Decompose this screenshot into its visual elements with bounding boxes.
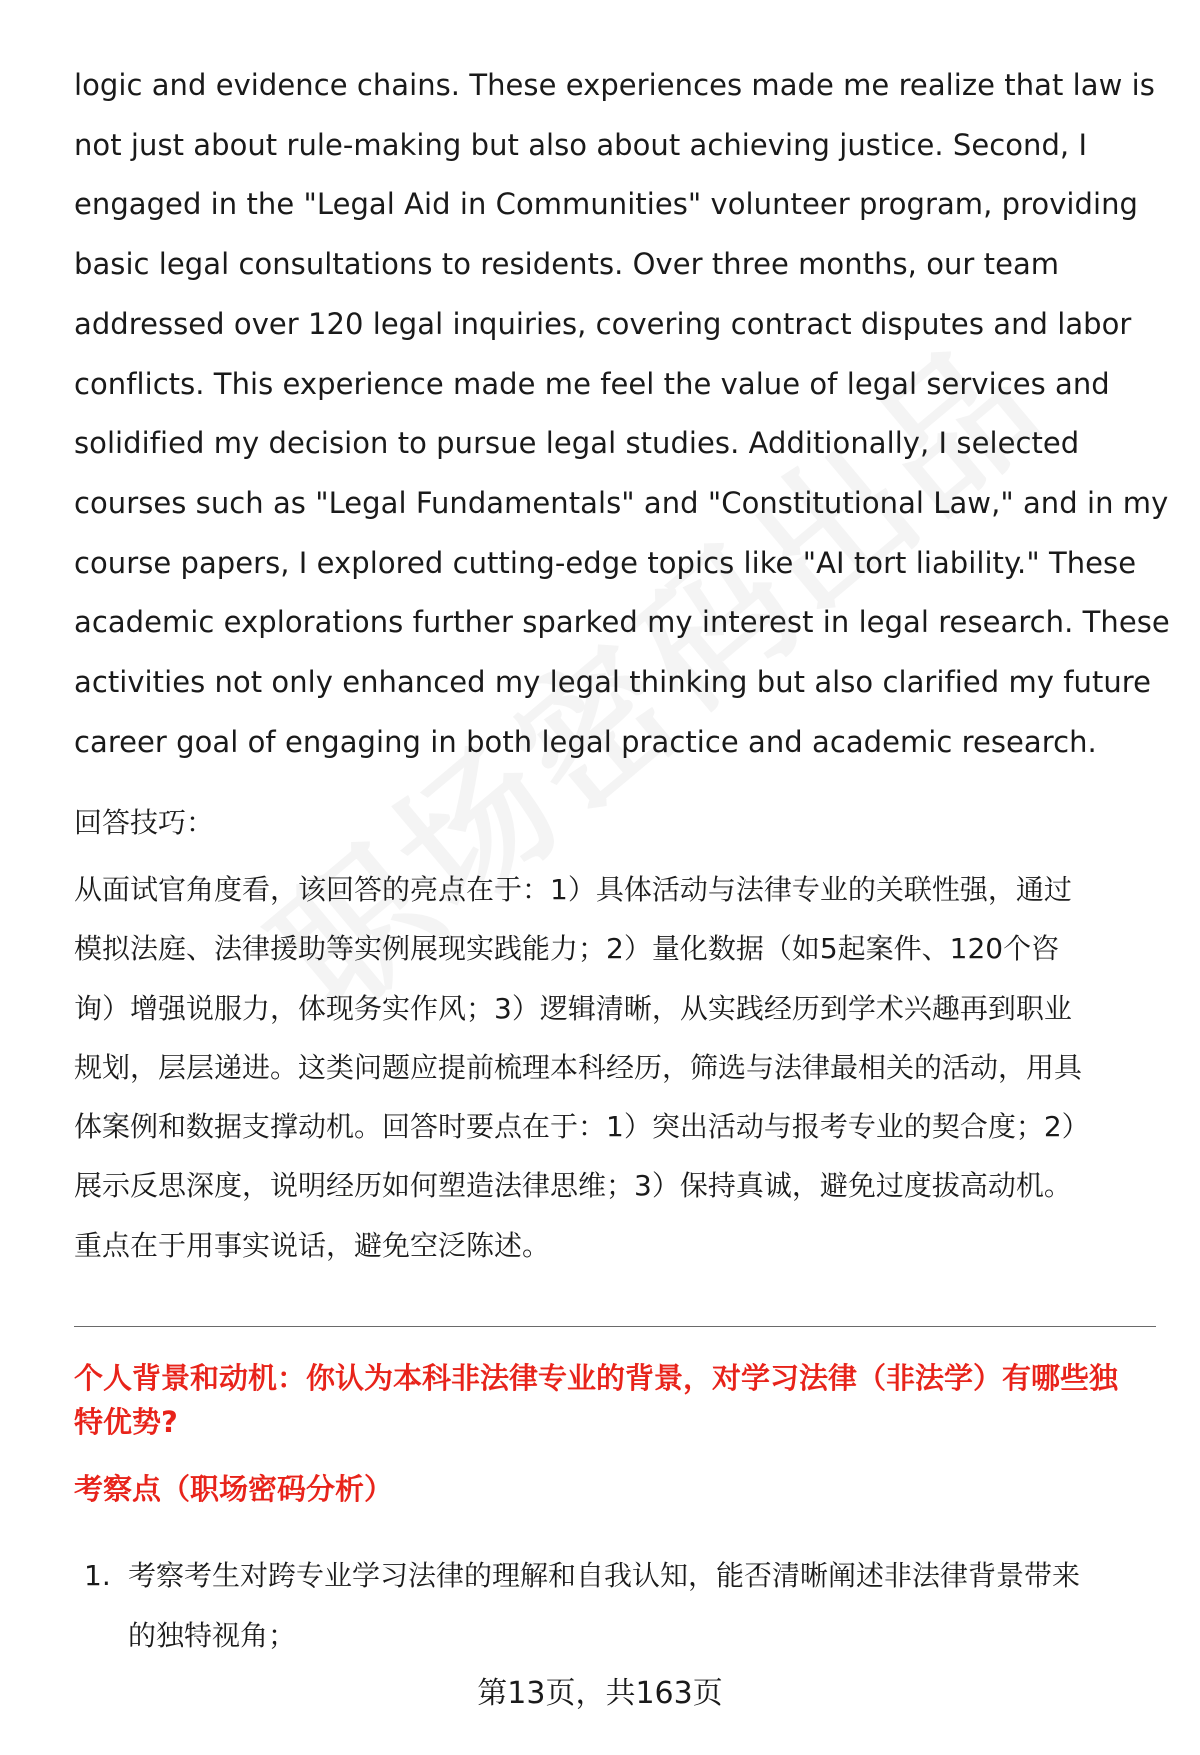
tips-heading: 回答技巧： [74,806,215,839]
english-paragraph [74,56,1170,772]
question-line: 特优势? [74,1405,178,1439]
tips-line: 规划，层层递进。这类问题应提前梳理本科经历，筛选与法律最相关的活动，用具 [74,1050,1083,1084]
list-item-line: 的独特视角； [128,1619,297,1652]
tips-line: 展示反思深度，说明经历如何塑造法律思维；3）保持真诚，避免过度拔高动机。 [74,1169,1072,1203]
paragraph-line: solidified my decision to pursue legal studies. Additionally, I selected [74,426,1080,461]
paragraph-line: activities not only enhanced my legal thinking but also clarified my future [74,665,1152,700]
list-item-line: 考察考生对跨专业学习法律的理解和自我认知，能否清晰阐述非法律背景带来 [128,1559,1081,1592]
list-item-text [128,1546,1158,1666]
tips-line: 体案例和数据支撑动机。回答时要点在于：1）突出活动与报考专业的契合度；2） [74,1110,1090,1144]
tips-line: 从面试官角度看，该回答的亮点在于：1）具体活动与法律专业的关联性强，通过 [74,873,1072,906]
question-line: 个人背景和动机：你认为本科非法律专业的背景，对学习法律（非法学）有哪些独 [74,1361,1119,1395]
paragraph-line: course papers, I explored cutting-edge topics like "AI tort liability." These [74,545,1137,580]
question-heading [74,1356,1159,1444]
paragraph-line: academic explorations further sparked my interest in legal research. These [74,605,1170,640]
tips-line: 询）增强说服力，体现务实作风；3）逻辑清晰，从实践经历到学术兴趣再到职业 [74,991,1072,1025]
assessment-heading: 考察点（职场密码分析） [74,1472,394,1506]
paragraph-line: courses such as "Legal Fundamentals" and "Constitutional Law," and in my [74,485,1169,520]
paragraph-line: career goal of engaging in both legal practice and academic research. [74,724,1097,759]
paragraph-line: logic and evidence chains. These experiences made me realize that law is [74,68,1155,102]
tips-line: 重点在于用事实说话，避免空泛陈述。 [74,1228,551,1262]
paragraph-line: not just about rule-making but also about achieving justice. Second, I [74,127,1088,162]
page-number: 第13页，共163页 [477,1676,723,1711]
paragraph-line: engaged in the "Legal Aid in Communities" volunteer program, providing [74,187,1138,222]
section-divider [74,1326,1156,1327]
paragraph-line: addressed over 120 legal inquiries, covering contract disputes and labor [74,306,1132,341]
list-item-number: 1. [84,1559,111,1592]
tips-line: 模拟法庭、法律援助等实例展现实践能力；2）量化数据（如5起案件、120个咨 [74,932,1060,966]
tips-paragraph [74,860,1154,1275]
paragraph-line: basic legal consultations to residents. Over three months, our team [74,247,1060,282]
paragraph-line: conflicts. This experience made me feel the value of legal services and [74,366,1110,401]
